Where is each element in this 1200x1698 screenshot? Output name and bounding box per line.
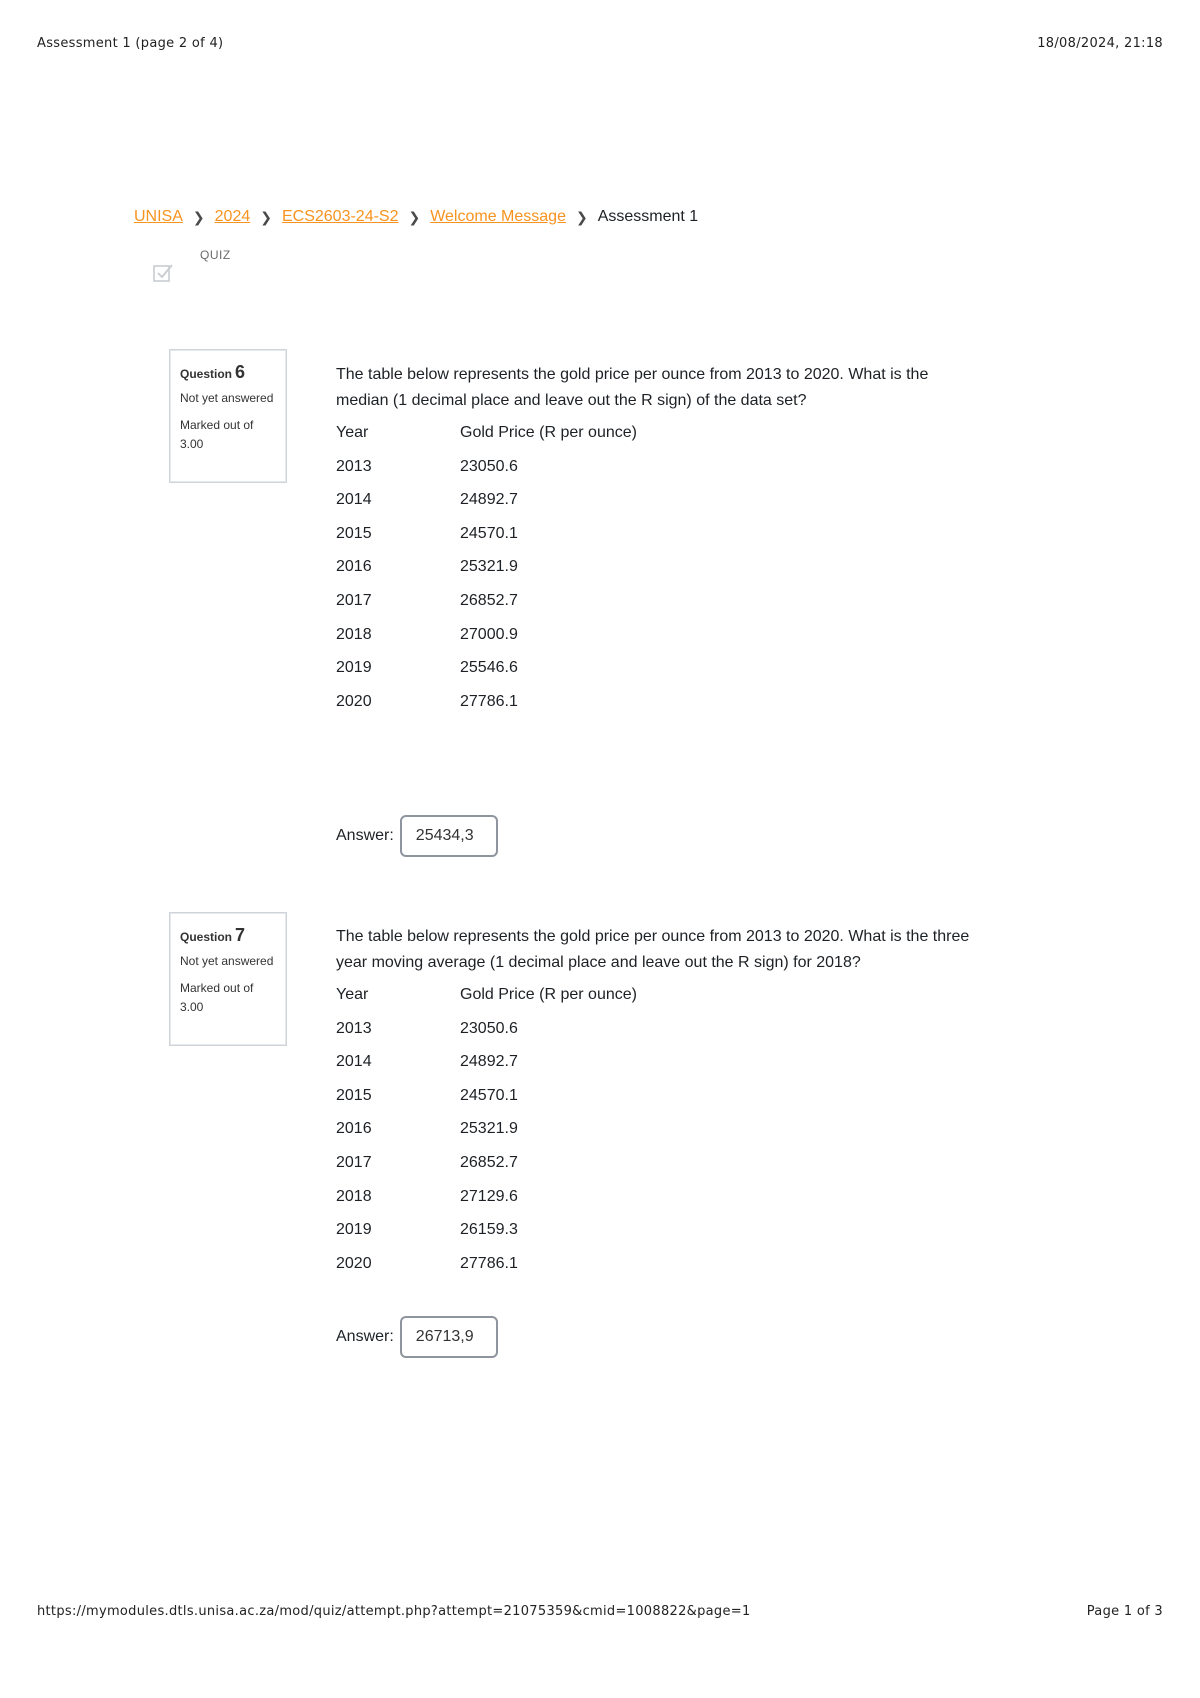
cell-price: 27000.9 [460,625,518,643]
question-number: 7 [235,925,246,945]
cell-year: 2019 [336,1221,372,1239]
cell-year: 2017 [336,591,372,609]
table-row [336,659,760,693]
breadcrumb [134,208,698,226]
breadcrumb-link-year[interactable]: 2024 [214,208,251,225]
table-row [336,1087,760,1121]
table-header-row [336,986,760,1020]
cell-price: 25546.6 [460,659,518,677]
question-grade: Marked out of 3.00 [180,981,254,1014]
table-row [336,1188,760,1222]
chevron-right-icon: ❯ [408,208,421,225]
table-row [336,458,760,492]
question-number: 6 [235,362,246,382]
cell-price: 24570.1 [460,524,518,542]
cell-price: 27786.1 [460,1254,518,1272]
activity-type-label: QUIZ [200,248,231,262]
question-info-box [169,349,287,483]
table-row [336,1255,760,1289]
cell-price: 23050.6 [460,1019,518,1037]
cell-price: 26159.3 [460,1221,518,1239]
cell-price: 23050.6 [460,457,518,475]
cell-year: 2019 [336,659,372,677]
cell-year: 2016 [336,558,372,576]
breadcrumb-link-unisa[interactable]: UNISA [134,208,183,225]
print-header-title: Assessment 1 (page 2 of 4) [37,36,224,51]
cell-price: 24892.7 [460,491,518,509]
quiz-checkbox-icon [152,262,174,284]
question-state: Not yet answered [180,391,274,405]
table-row [336,626,760,660]
cell-year: 2016 [336,1120,372,1138]
cell-price: 24892.7 [460,1053,518,1071]
data-table [336,986,760,1288]
cell-year: 2018 [336,625,372,643]
column-header-price: Gold Price (R per ounce) [460,424,637,441]
breadcrumb-link-course[interactable]: ECS2603-24-S2 [281,208,399,225]
column-header-price: Gold Price (R per ounce) [460,986,637,1003]
table-header-row [336,424,760,458]
data-table [336,424,760,726]
table-row [336,1154,760,1188]
question-label: Question [180,930,233,944]
cell-year: 2014 [336,491,372,509]
cell-price: 27129.6 [460,1187,518,1205]
cell-year: 2017 [336,1153,372,1171]
answer-input[interactable] [400,815,498,857]
answer-label: Answer: [336,1328,394,1345]
question-grade: Marked out of 3.00 [180,418,254,451]
cell-year: 2013 [336,457,372,475]
question-label: Question [180,367,233,381]
cell-year: 2014 [336,1053,372,1071]
answer-label: Answer: [336,827,394,844]
cell-year: 2020 [336,692,372,710]
cell-price: 24570.1 [460,1086,518,1104]
print-header-datetime: 18/08/2024, 21:18 [1037,36,1163,51]
question-text: The table below represents the gold price per ounce from 2013 to 2020. What is the three year moving average (1 decimal place and leave out the R sign) for 2018? [336,928,970,971]
table-row [336,592,760,626]
table-row [336,1120,760,1154]
cell-year: 2018 [336,1187,372,1205]
column-header-year: Year [336,986,369,1003]
print-header [37,36,1163,51]
cell-price: 26852.7 [460,591,518,609]
question-info-box [169,912,287,1046]
table-row [336,558,760,592]
column-header-year: Year [336,424,369,441]
cell-price: 25321.9 [460,558,518,576]
cell-price: 26852.7 [460,1153,518,1171]
cell-year: 2013 [336,1019,372,1037]
question-state: Not yet answered [180,954,274,968]
question-text: The table below represents the gold price per ounce from 2013 to 2020. What is the median (1 decimal place and leave out the R sign) of the data set? [336,366,929,409]
cell-year: 2015 [336,524,372,542]
chevron-right-icon: ❯ [260,208,272,225]
chevron-right-icon: ❯ [192,208,205,225]
cell-year: 2020 [336,1254,372,1272]
answer-row [336,815,498,857]
table-row [336,1221,760,1255]
table-row [336,525,760,559]
cell-price: 27786.1 [460,692,518,710]
breadcrumb-current: Assessment 1 [597,208,699,225]
chevron-right-icon: ❯ [575,208,588,225]
table-row [336,491,760,525]
print-footer-url: https://mymodules.dtls.unisa.ac.za/mod/quiz/attempt.php?attempt=21075359&cmid=1008822&page=1 [37,1604,751,1619]
breadcrumb-link-welcome[interactable]: Welcome Message [430,208,566,225]
answer-input[interactable] [400,1316,498,1358]
cell-year: 2015 [336,1086,372,1104]
table-row [336,1053,760,1087]
table-row [336,1020,760,1054]
cell-price: 25321.9 [460,1120,518,1138]
answer-row [336,1316,498,1358]
table-row [336,693,760,727]
print-footer-page: Page 1 of 3 [1086,1604,1163,1619]
print-footer [37,1604,1163,1619]
